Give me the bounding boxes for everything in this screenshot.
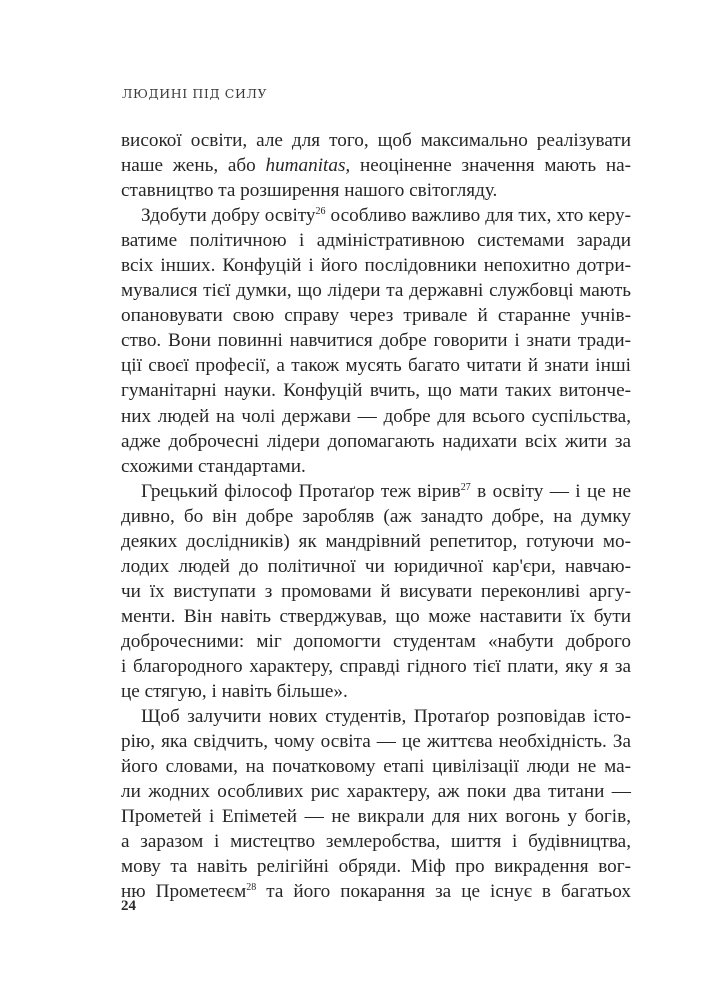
text-line <box>121 654 631 679</box>
text-run: схожими стандартами. <box>121 455 306 477</box>
text-line <box>121 178 631 203</box>
text-run: його словами, на початковому етапі цивілізації люди не ма- <box>121 756 631 778</box>
text-run: мову та навіть релігійні обряди. Міф про викрадення вог- <box>121 856 631 878</box>
text-run: Прометей і Епіметей — не викрали для них вогонь у богів, <box>121 806 631 828</box>
text-run: Здобути добру освіту <box>141 205 316 227</box>
text-run: рію, яка свідчить, чому освіта — це життєва необхідність. За <box>121 731 631 753</box>
text-run: Грецький філософ Протаґор теж вірив <box>141 480 461 502</box>
text-run: особливо важливо для тих, хто керу- <box>325 205 631 227</box>
text-line <box>121 504 631 529</box>
text-run: них людей на чолі держави — добре для всього суспільства, <box>121 405 631 427</box>
text-line <box>121 429 631 454</box>
text-run: мувалися тієї думки, що лідери та державні службовці мають <box>121 280 631 302</box>
text-run: в освіту — і це не <box>470 480 631 502</box>
text-line <box>121 704 631 729</box>
text-run: ставництво та розширення нашого світогляду. <box>121 180 498 202</box>
text-line <box>121 879 631 904</box>
text-run: дивно, бо він добре заробляв (аж занадто добре, на думку <box>121 505 631 527</box>
text-line <box>121 253 631 278</box>
text-line <box>121 479 631 504</box>
text-run: а заразом і мистецтво землеробства, шиття і будівництва, <box>121 831 631 853</box>
text-line <box>121 829 631 854</box>
text-run: наше жень, або <box>121 155 266 177</box>
text-line <box>121 604 631 629</box>
text-run: лодих людей до політичної чи юридичної кар'єри, навчаю- <box>121 555 631 577</box>
text-line <box>121 554 631 579</box>
text-run: гуманітарні науки. Конфуцій вчить, що мати таких витонче- <box>121 380 631 402</box>
text-run: менти. Він навіть стверджував, що може наставити їх бути <box>121 605 631 627</box>
text-line <box>121 328 631 353</box>
text-line <box>121 854 631 879</box>
text-line <box>121 779 631 804</box>
text-run: ли жодних особливих рис характеру, аж поки два титани — <box>121 781 631 803</box>
text-run: це стягую, і навіть більше». <box>121 681 348 703</box>
text-run: та його покарання за це існує в багатьох <box>256 881 632 903</box>
italic-term: humanitas, <box>265 155 351 177</box>
text-run: неоціненне значення мають на- <box>350 155 631 177</box>
text-line <box>121 203 631 228</box>
text-line <box>121 228 631 253</box>
text-run: ватиме політичною і адміністративною системами заради <box>121 230 631 252</box>
text-line <box>121 278 631 303</box>
footnote-ref: 28 <box>246 882 257 894</box>
text-run: ство. Вони повинні навчитися добре говорити і знати тради- <box>121 330 631 352</box>
footnote-ref: 27 <box>460 481 471 493</box>
text-line <box>121 804 631 829</box>
text-line <box>121 629 631 654</box>
text-line <box>121 128 631 153</box>
text-run: деяких дослідників) як мандрівний репетитор, готуючи мо- <box>121 530 631 552</box>
text-line <box>121 729 631 754</box>
text-line <box>121 378 631 403</box>
body-text <box>121 128 631 904</box>
text-run: і благородного характеру, справді гідного тієї плати, яку я за <box>121 655 631 677</box>
text-run: всіх інших. Конфуцій і його послідовники непохитно дотри- <box>121 255 631 277</box>
text-run: чи їх виступати з промовами й висувати переконливі аргу- <box>121 580 631 602</box>
text-line <box>121 303 631 328</box>
text-line <box>121 153 631 178</box>
text-run: адже доброчесні лідери допомагають надихати всіх жити за <box>121 430 631 452</box>
text-run: високої освіти, але для того, щоб максимально реалізувати <box>121 130 631 151</box>
text-line <box>121 679 631 704</box>
text-run: ню Прометеєм <box>121 881 247 903</box>
footnote-ref: 26 <box>315 206 326 218</box>
text-line <box>121 454 631 479</box>
text-run: опановувати свою справу через тривале й старанне учнів- <box>121 305 631 327</box>
running-head: ЛЮДИНІ ПІД СИЛУ <box>122 86 268 101</box>
text-run: ції своєї професії, а також мусять багато читати й знати інші <box>121 355 631 377</box>
text-line <box>121 529 631 554</box>
page-number: 24 <box>121 898 136 914</box>
text-run: Щоб залучити нових студентів, Протаґор розповідав істо- <box>141 706 631 728</box>
text-line <box>121 579 631 604</box>
text-line <box>121 754 631 779</box>
text-run: доброчесними: міг допомогти студентам «набути доброго <box>121 630 631 652</box>
text-line <box>121 353 631 378</box>
text-line <box>121 404 631 429</box>
